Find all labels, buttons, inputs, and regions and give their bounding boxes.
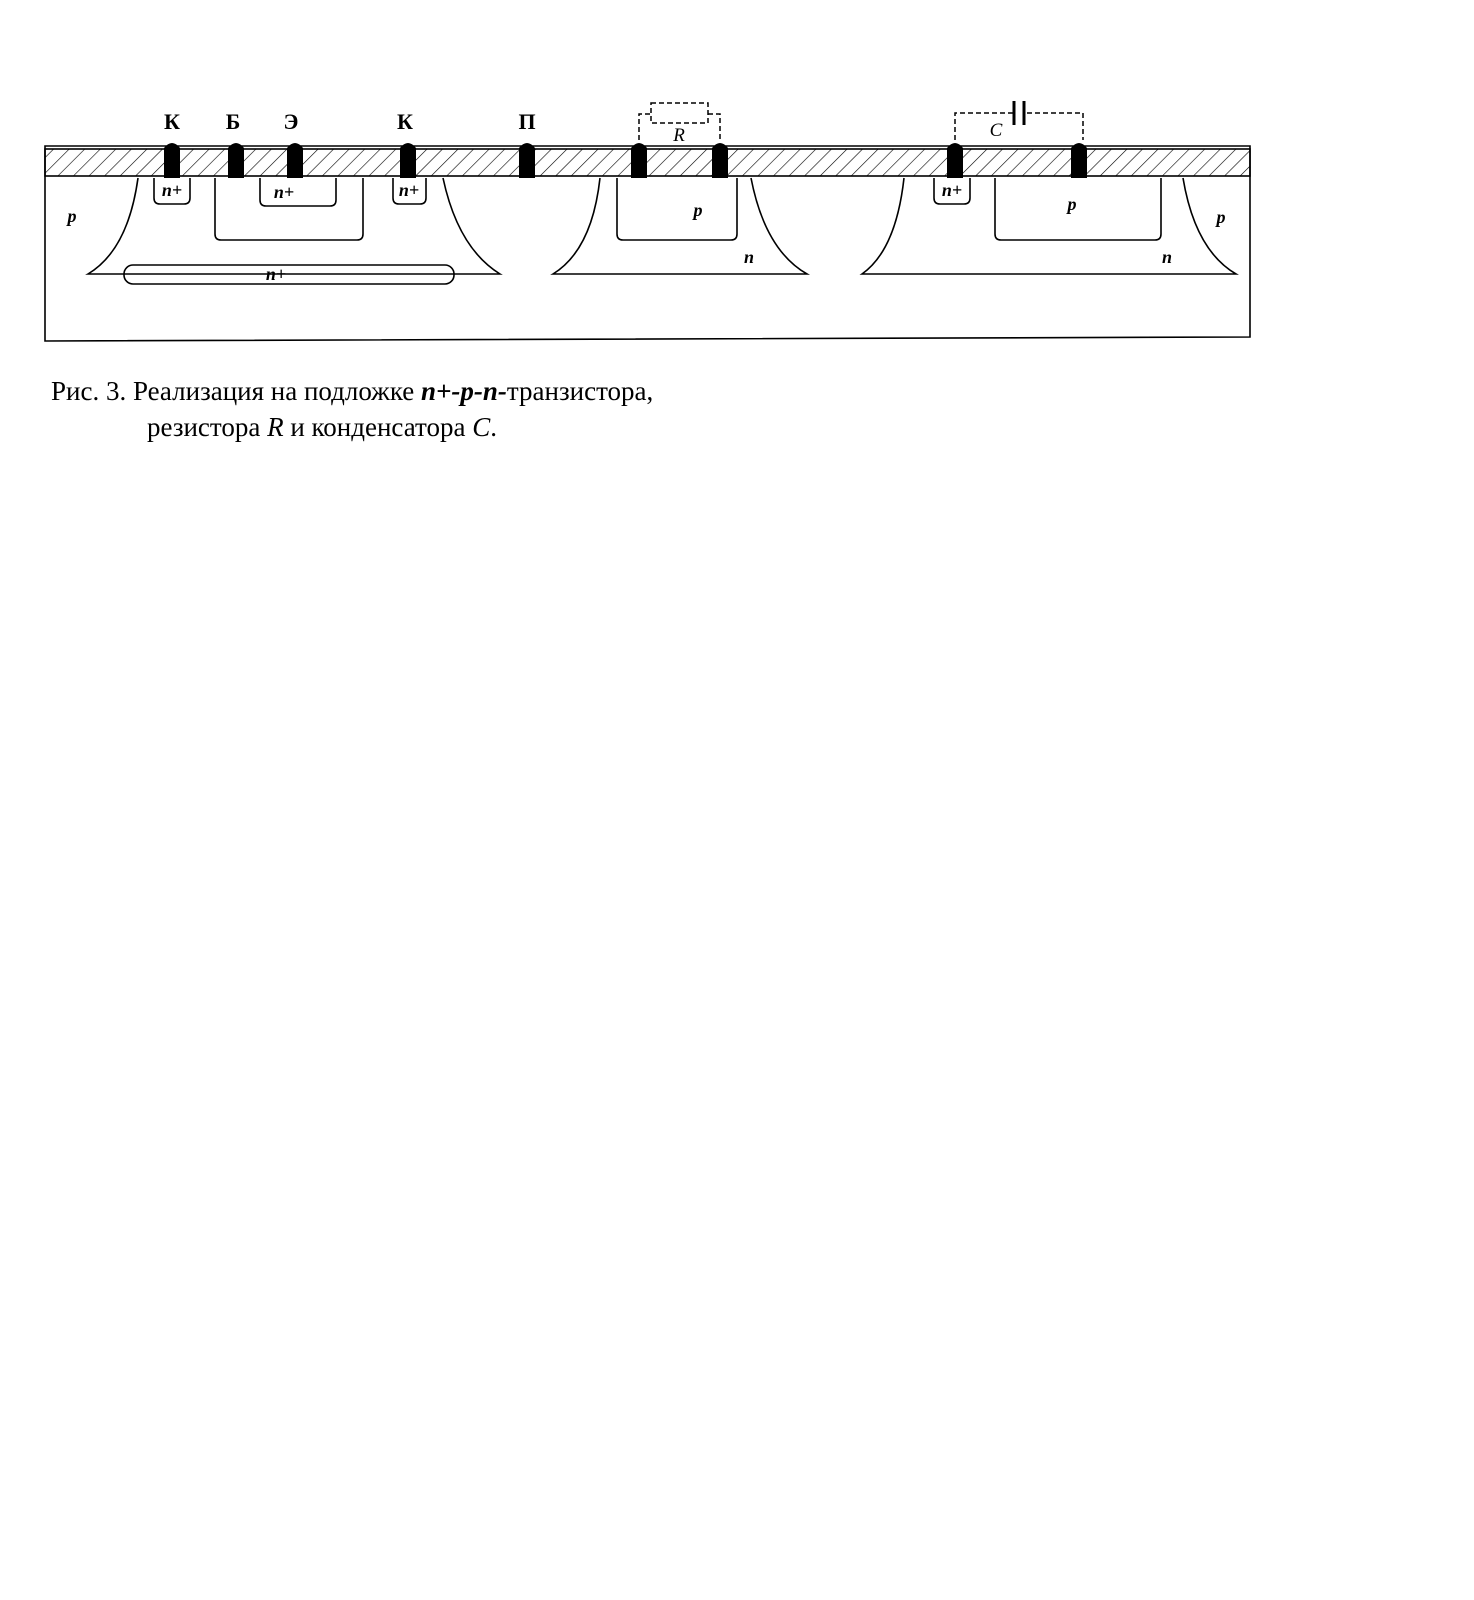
caption-transistor-type: n+-p-n- xyxy=(421,376,507,406)
caption-prefix: Рис. 3. Реализация на подложке xyxy=(51,376,422,406)
capacitor-p-region xyxy=(995,178,1161,240)
contact-resistor-left xyxy=(631,143,647,178)
caption-capacitor-symbol: C xyxy=(472,412,491,442)
region-label-n-plus-emitter: n+ xyxy=(273,182,295,202)
contact-base xyxy=(228,143,244,178)
terminal-label-collector-2: К xyxy=(397,109,413,134)
resistor-symbol xyxy=(651,103,708,123)
resistor-label: R xyxy=(673,125,685,146)
figure-caption xyxy=(51,373,951,445)
caption-resistor-symbol: R xyxy=(267,412,284,442)
region-label-n-plus-buried: n+ xyxy=(265,264,287,284)
emitter-n-plus xyxy=(260,178,336,206)
region-label-p-resistor: p xyxy=(693,200,703,220)
capacitor-n-pocket xyxy=(862,178,1236,274)
contact-capacitor-left xyxy=(947,143,963,178)
caption-line-2-prefix: резистора xyxy=(147,412,268,442)
contact-substrate xyxy=(519,143,535,178)
contact-resistor-right xyxy=(712,143,728,178)
region-label-n-resistor: n xyxy=(743,247,755,267)
contact-collector-2 xyxy=(400,143,416,178)
contact-emitter xyxy=(287,143,303,178)
cross-section-diagram xyxy=(0,0,1474,360)
region-label-p-substrate-left: p xyxy=(67,206,77,226)
capacitor-symbol xyxy=(1014,101,1024,125)
capacitor-dashed-wire xyxy=(955,113,1083,140)
region-label-n-plus-capacitor: n+ xyxy=(941,180,963,200)
contact-collector-1 xyxy=(164,143,180,178)
caption-line-2-mid: и конденсатора xyxy=(283,412,473,442)
region-label-n-capacitor: n xyxy=(1161,247,1173,267)
oxide-layer xyxy=(45,149,1250,176)
terminal-label-collector-1: К xyxy=(164,109,180,134)
caption-line-2 xyxy=(51,409,951,445)
contact-capacitor-right xyxy=(1071,143,1087,178)
resistor-p-region xyxy=(617,178,737,240)
terminal-label-substrate: П xyxy=(518,109,536,134)
resistor-n-pocket xyxy=(553,178,807,274)
region-label-p-capacitor: p xyxy=(1067,194,1077,214)
terminal-label-base: Б xyxy=(225,109,241,134)
caption-line-1 xyxy=(51,373,951,409)
terminal-label-emitter: Э xyxy=(283,109,299,134)
region-label-n-plus-collector-right: n+ xyxy=(398,180,420,200)
caption-line-2-end: . xyxy=(490,412,497,442)
caption-line-1-suffix: транзистора, xyxy=(506,376,654,406)
capacitor-label: C xyxy=(989,120,1003,141)
region-label-p-substrate-right: p xyxy=(1216,207,1226,227)
region-label-n-plus-collector-left: n+ xyxy=(161,180,183,200)
